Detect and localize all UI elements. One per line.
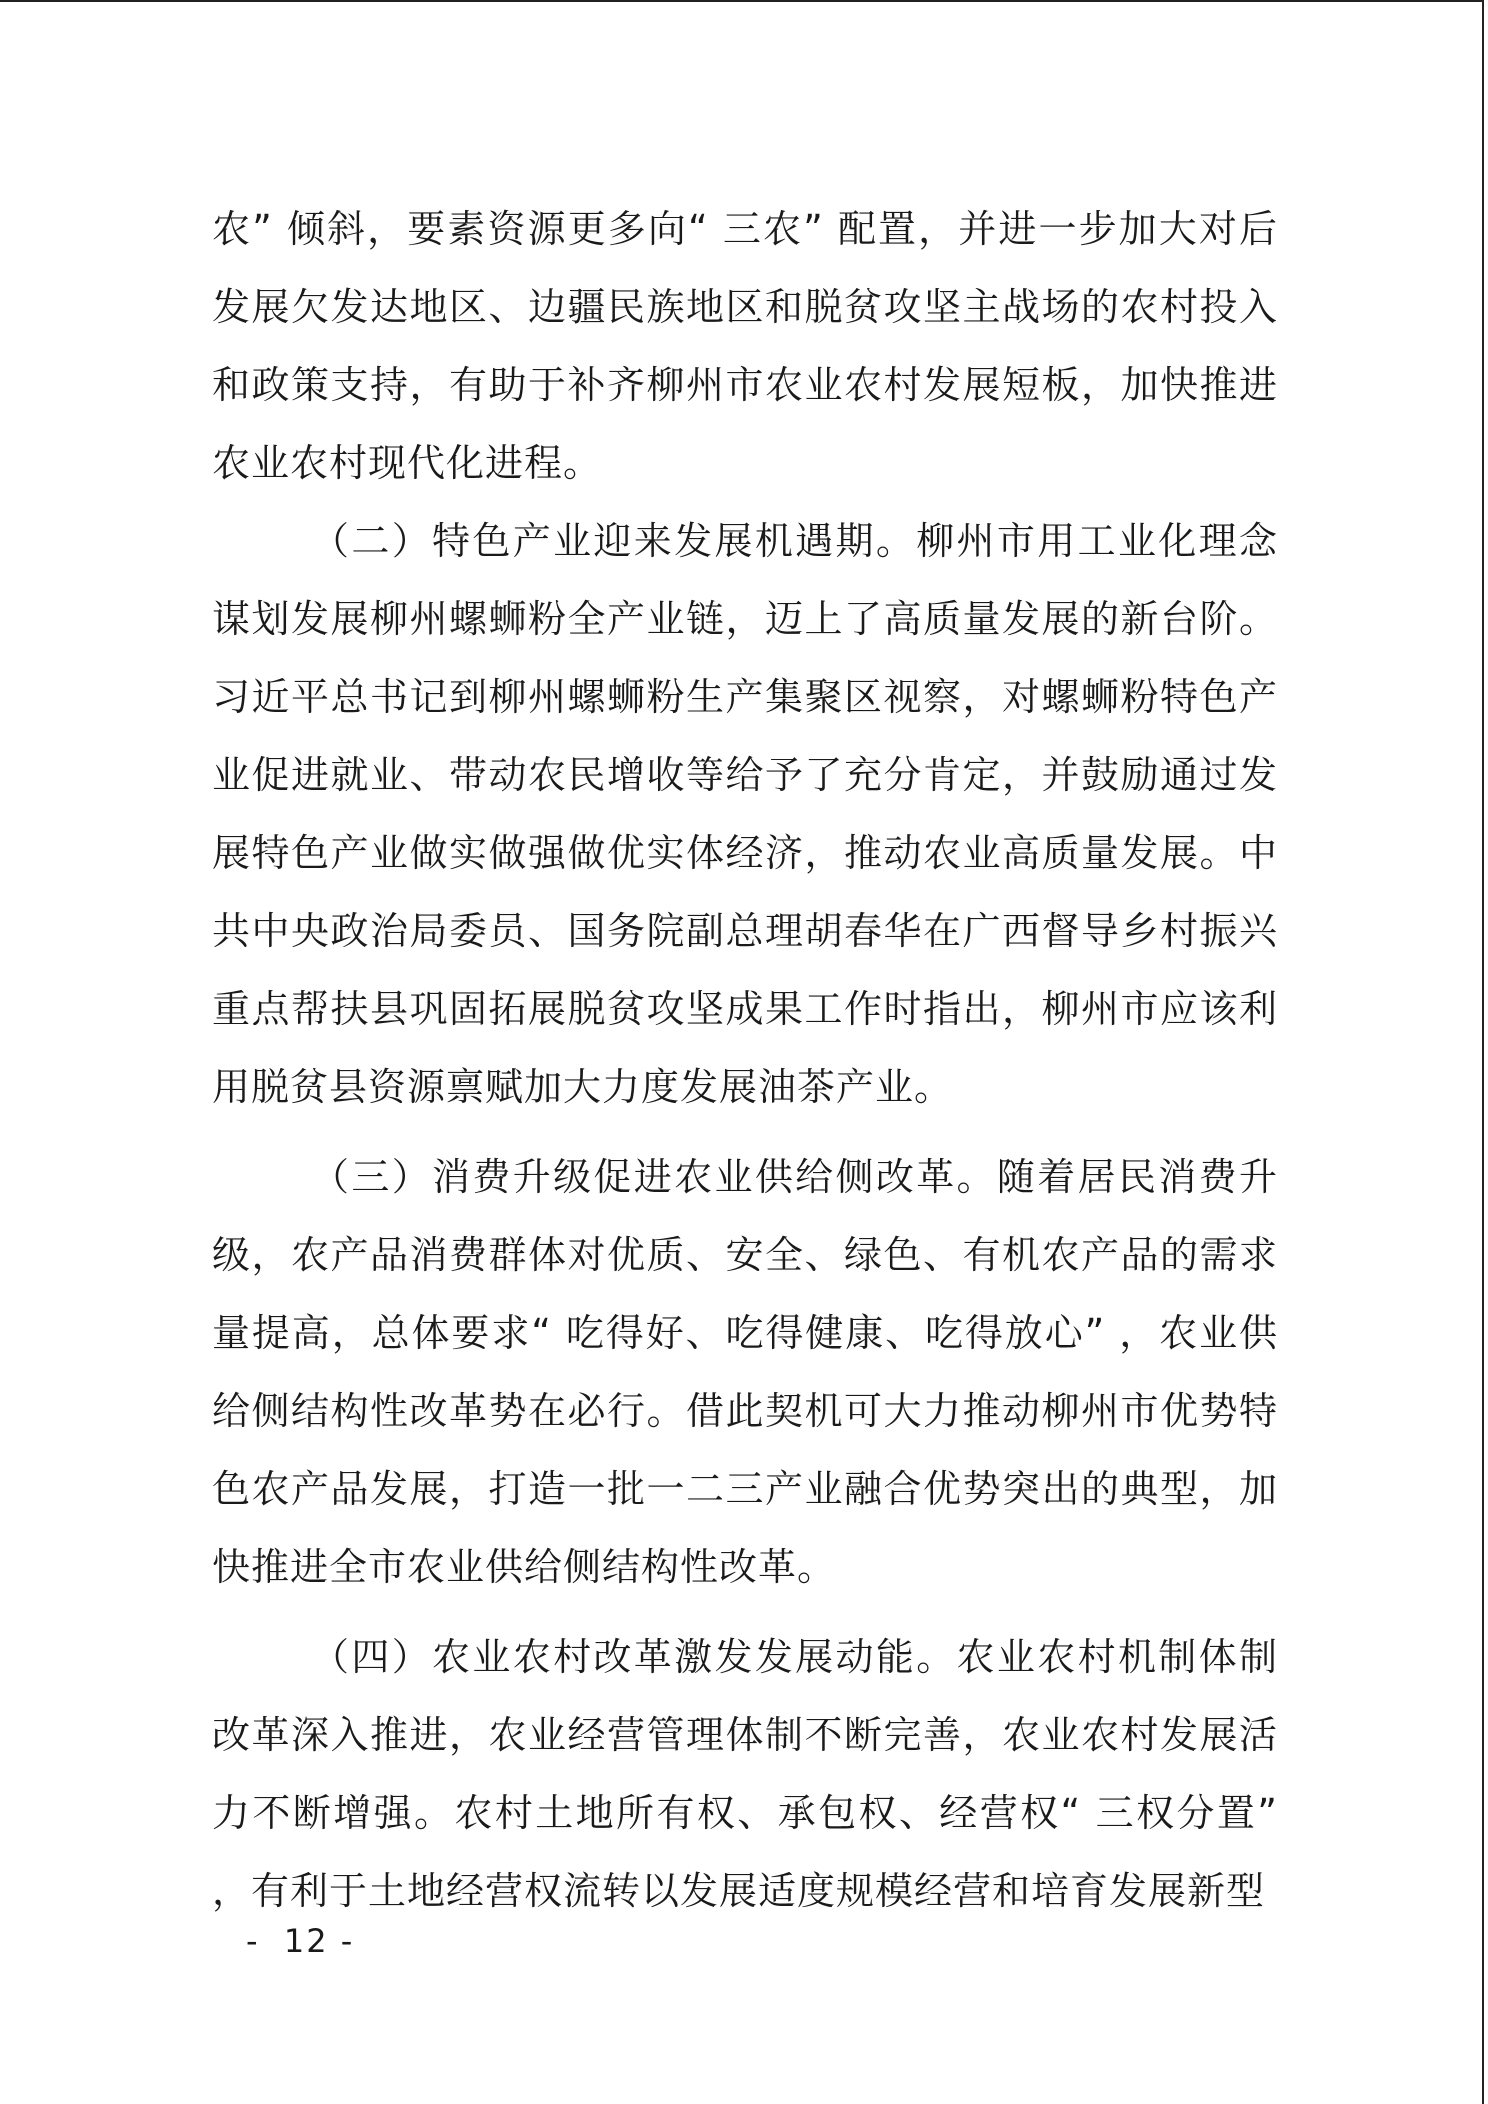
paragraph-section-4: （四）农业农村改革激发发展动能。农业农村机制体制改革深入推进，农业经营管理体制不断完善，农业农村发展活力不断增强。农村土地所有权、承包权、经营权“ 三权分置” ，有利于土地经营权流转以发展适度规模经营和培育发展新型 [212,1635,1292,1913]
page-number: - 12 - [246,1922,355,1960]
paragraph-section-3: （三）消费升级促进农业供给侧改革。随着居民消费升级，农产品消费群体对优质、安全、绿色、有机农产品的需求量提高，总体要求“ 吃得好、吃得健康、吃得放心” ，农业供给侧结构性改革势在必行。借此契机可大力推动柳州市优势特色农产品发展，打造一批一二三产业融合优势突出的典型，加快推进全市农业供给侧结构性改革。 [212,1155,1278,1589]
paragraph-section-2: （二）特色产业迎来发展机遇期。柳州市用工业化理念谋划发展柳州螺蛳粉全产业链，迈上了高质量发展的新台阶。习近平总书记到柳州螺蛳粉生产集聚区视察，对螺蛳粉特色产业促进就业、带动农民增收等给予了充分肯定，并鼓励通过发展特色产业做实做强做优实体经济，推动农业高质量发展。中共中央政治局委员、国务院副总理胡春华在广西督导乡村振兴重点帮扶县巩固拓展脱贫攻坚成果工作时指出，柳州市应该利用脱贫县资源禀赋加大力度发展油茶产业。 [212,519,1278,1109]
paragraph-continuation: 农” 倾斜，要素资源更多向“ 三农” 配置，并进一步加大对后发展欠发达地区、边疆民族地区和脱贫攻坚主战场的农村投入和政策支持，有助于补齐柳州市农业农村发展短板，加快推进农业农村现代化进程。 [212,207,1278,485]
document-body [212,190,1292,1930]
